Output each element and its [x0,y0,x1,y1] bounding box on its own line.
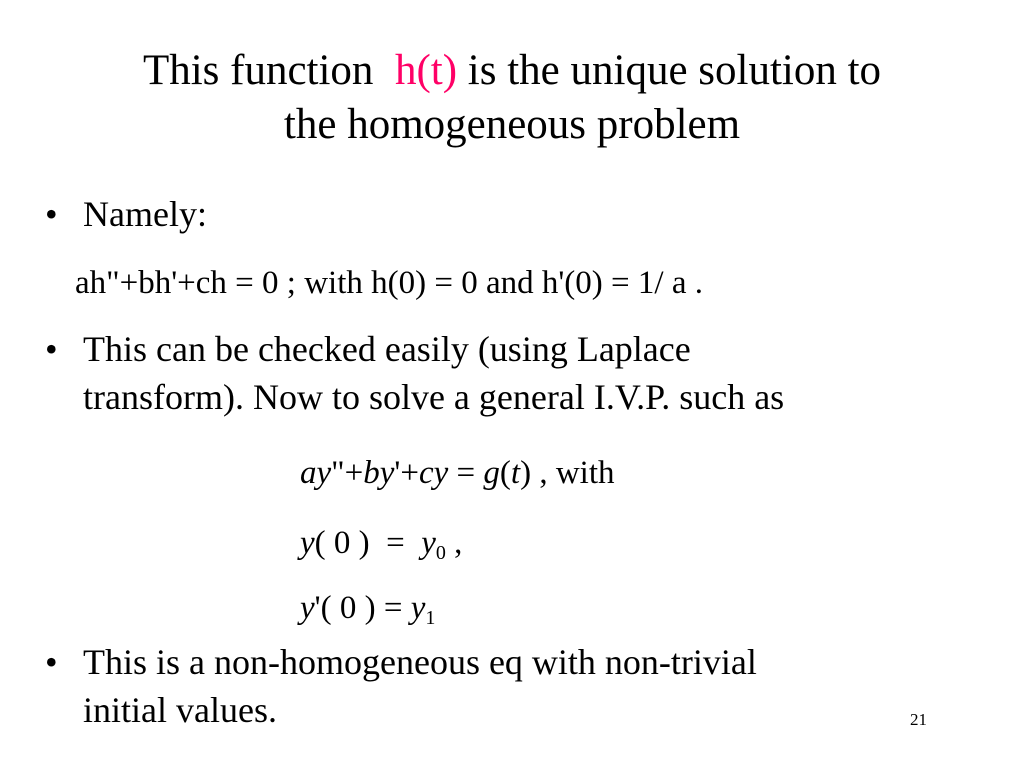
bullet-marker: • [45,194,58,234]
bullet-text [83,325,784,421]
bullet-marker: • [45,642,58,682]
equation-ivp: ay"+by'+cy = g(t) , with [300,455,615,491]
bullet-namely [45,190,445,238]
title-line-2: the homogeneous problem [283,101,741,148]
bullet-line: initial values. [83,690,277,730]
equation-initial-y1: y'( 0 ) = $y_1$ [300,590,436,629]
title-line-1 [0,44,1024,98]
bullet-text [83,638,757,734]
title-accent-function: h(t) [394,47,458,94]
bullet-line: This is a non-homogeneous eq with non-trivial [83,642,757,682]
bullet-laplace [45,325,1005,421]
page-number: 21 [910,710,927,729]
equation-homogeneous: ah"+bh'+ch = 0 ; with h(0) = 0 and h'(0) = 1/ a . [75,265,703,301]
bullet-marker: • [45,329,58,369]
bullet-line: transform). Now to solve a general I.V.P. such as [83,377,785,417]
title-text-after: is the unique solution to [467,47,882,94]
slide-title [0,44,1024,152]
bullet-text: Namely: [83,194,207,234]
bullet-line: This can be checked easily (using Laplace [83,329,691,369]
bullet-non-homogeneous [45,638,1005,734]
equation-initial-y0: y( 0 ) = $y_0$ , [300,525,463,564]
title-text-before: This function [142,47,374,94]
